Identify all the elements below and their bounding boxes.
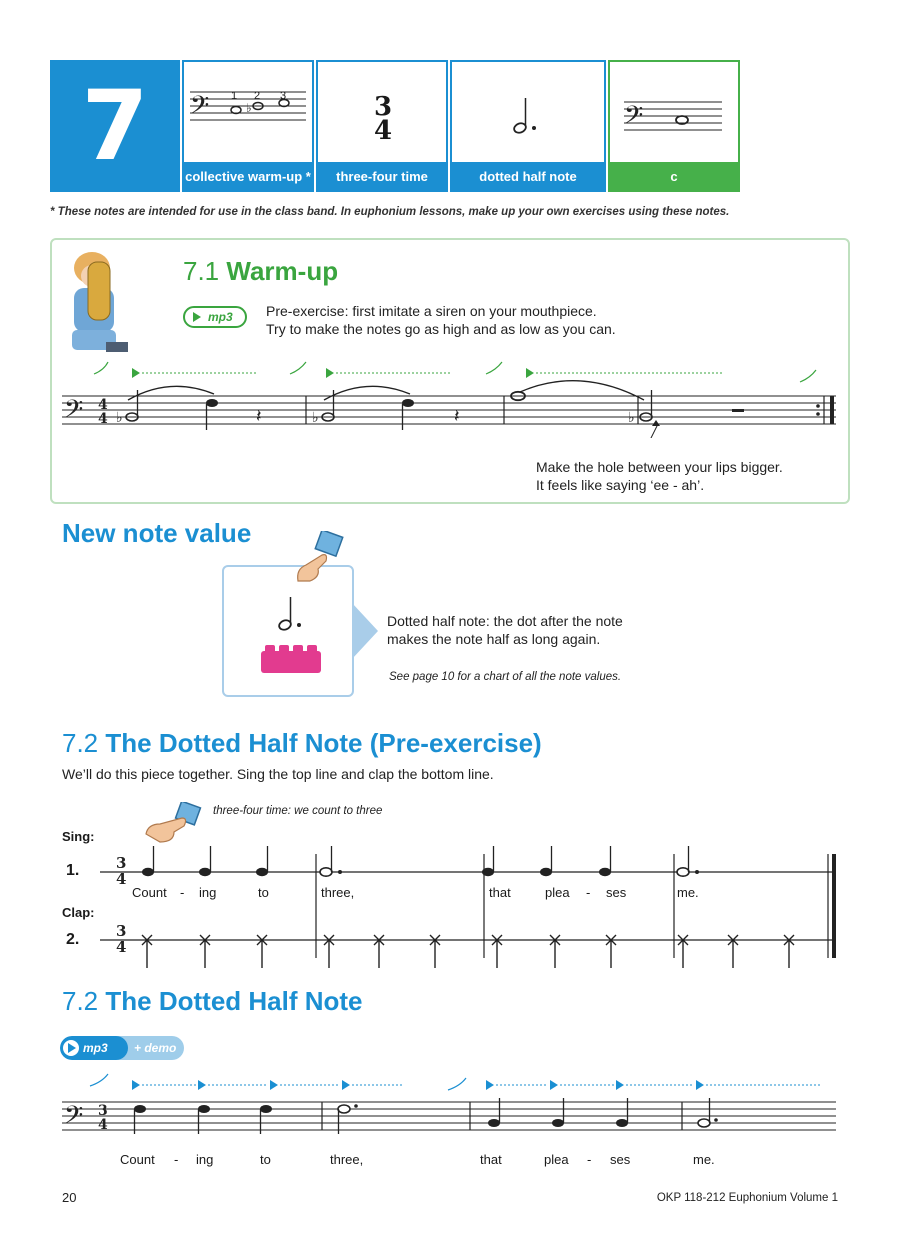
warmup-annotation	[536, 458, 783, 494]
lyric: -	[174, 1152, 179, 1167]
svg-text:4: 4	[116, 870, 127, 888]
warmup-title-text: Warm-up	[226, 256, 339, 286]
warmup-instructions	[266, 302, 616, 338]
svg-text:𝄢: 𝄢	[64, 1101, 84, 1136]
book-reference: OKP 118-212 Euphonium Volume 1	[656, 1192, 838, 1204]
play-icon	[63, 1040, 79, 1056]
card-label: three-four time	[316, 162, 448, 192]
sing-label: Sing:	[62, 829, 95, 844]
svg-text:4: 4	[98, 1117, 108, 1133]
mp3-label: mp3	[83, 1041, 108, 1055]
time-sig-bottom: 4	[374, 116, 393, 146]
new-note-line-2: makes the note half as long again.	[387, 631, 601, 647]
play-icon	[188, 309, 204, 325]
svg-text:3: 3	[98, 1103, 108, 1119]
lyric: ing	[196, 1152, 214, 1167]
lyric: Count	[132, 885, 167, 900]
warmup-title	[183, 256, 338, 287]
lyric: plea	[544, 1152, 569, 1167]
line-number-1: 1.	[66, 862, 80, 879]
page-number: 20	[62, 1190, 77, 1205]
time-hint: three-four time: we count to three	[213, 805, 383, 817]
lyric: to	[258, 885, 269, 900]
lyric: ing	[199, 885, 217, 900]
pre-exercise-number: 7.2	[62, 728, 99, 758]
dotted-half-note-icon	[452, 62, 604, 162]
warmup-number: 7.1	[183, 256, 220, 286]
new-note-hint: See page 10 for a chart of all the note values.	[389, 671, 622, 683]
note-block-illustration	[255, 595, 325, 681]
svg-text:♭: ♭	[312, 409, 319, 425]
pre-exercise-title-text: The Dotted Half Note (Pre-exercise)	[105, 728, 542, 758]
lyric: ses	[606, 885, 627, 900]
warmup-mp3-button[interactable]	[183, 306, 247, 328]
piece-staff	[60, 1068, 840, 1152]
svg-text:3: 3	[116, 922, 127, 940]
card-three-four-time	[316, 60, 448, 192]
warmup-note-label-2: 2	[254, 90, 261, 102]
card-label: collective warm-up *	[182, 162, 314, 192]
svg-text:𝄢: 𝄢	[64, 395, 84, 430]
bass-clef-c-note	[610, 62, 738, 162]
svg-text:4: 4	[116, 938, 127, 956]
line-number-2: 2.	[66, 931, 80, 948]
lyric: -	[587, 1152, 592, 1167]
new-note-line-1: Dotted half note: the dot after the note	[387, 613, 623, 629]
pointer-arrow	[352, 603, 380, 659]
bass-clef-warmup-notes	[184, 62, 312, 162]
lyric: to	[260, 1152, 271, 1167]
lyric: that	[480, 1152, 502, 1167]
lyric: -	[586, 885, 591, 900]
warmup-annotation-line-2: It feels like saying ‘ee - ah’.	[536, 477, 705, 493]
lyric: three,	[330, 1152, 364, 1167]
svg-text:4: 4	[98, 411, 108, 427]
svg-text:𝄢: 𝄢	[190, 91, 210, 126]
svg-text:𝄽: 𝄽	[454, 406, 460, 426]
warmup-note-label-3: 3	[280, 90, 287, 102]
mp3-label: mp3	[208, 310, 233, 324]
card-label: c	[608, 162, 740, 192]
card-collective-warm-up	[182, 60, 314, 192]
time-sig-top: 3	[374, 92, 393, 122]
pre-exercise-intro: We’ll do this piece together. Sing the top line and clap the bottom line.	[62, 766, 494, 782]
warmup-staff	[60, 356, 840, 438]
lyric: -	[180, 885, 185, 900]
svg-text:3: 3	[116, 854, 127, 872]
lyric: ses	[610, 1152, 631, 1167]
svg-text:𝄢: 𝄢	[624, 101, 644, 136]
pre-exercise-rhythm-staves	[100, 840, 840, 970]
pre-exercise-title	[62, 728, 542, 759]
lesson-number: 7	[50, 60, 180, 192]
piece-mp3-button[interactable]	[60, 1036, 128, 1060]
lyric: plea	[545, 885, 570, 900]
card-label: dotted half note	[450, 162, 606, 192]
piece-title	[62, 986, 363, 1017]
lyric: me.	[693, 1152, 715, 1167]
warmup-annotation-line-1: Make the hole between your lips bigger.	[536, 459, 783, 475]
pointing-hand-icon	[292, 531, 348, 587]
new-note-value-title: New note value	[62, 518, 252, 548]
svg-text:𝄽: 𝄽	[256, 406, 262, 426]
euphonium-player-illustration	[62, 248, 136, 356]
lyric: Count	[120, 1152, 155, 1167]
warmup-note-label-1: 1	[231, 90, 238, 102]
lyric: me.	[677, 885, 699, 900]
demo-label: + demo	[134, 1041, 177, 1055]
warmup-instruction-line-1: Pre-exercise: first imitate a siren on your mouthpiece.	[266, 303, 597, 319]
svg-text:♭: ♭	[116, 409, 123, 425]
piece-number: 7.2	[62, 986, 99, 1016]
piece-title-text: The Dotted Half Note	[105, 986, 363, 1016]
svg-text:4: 4	[98, 397, 108, 413]
svg-text:♭: ♭	[628, 409, 635, 425]
lesson-footnote: * These notes are intended for use in the class band. In euphonium lessons, make up your own exercises using these notes.	[50, 206, 730, 218]
clap-label: Clap:	[62, 905, 95, 920]
card-dotted-half-note	[450, 60, 606, 192]
svg-text:♭: ♭	[246, 101, 252, 115]
lyric: that	[489, 885, 511, 900]
card-note-c	[608, 60, 740, 192]
lyric: three,	[321, 885, 355, 900]
new-note-explanation	[387, 612, 623, 648]
warmup-instruction-line-2: Try to make the notes go as high and as low as you can.	[266, 321, 616, 337]
piece-mp3-demo-button[interactable]	[60, 1036, 184, 1060]
